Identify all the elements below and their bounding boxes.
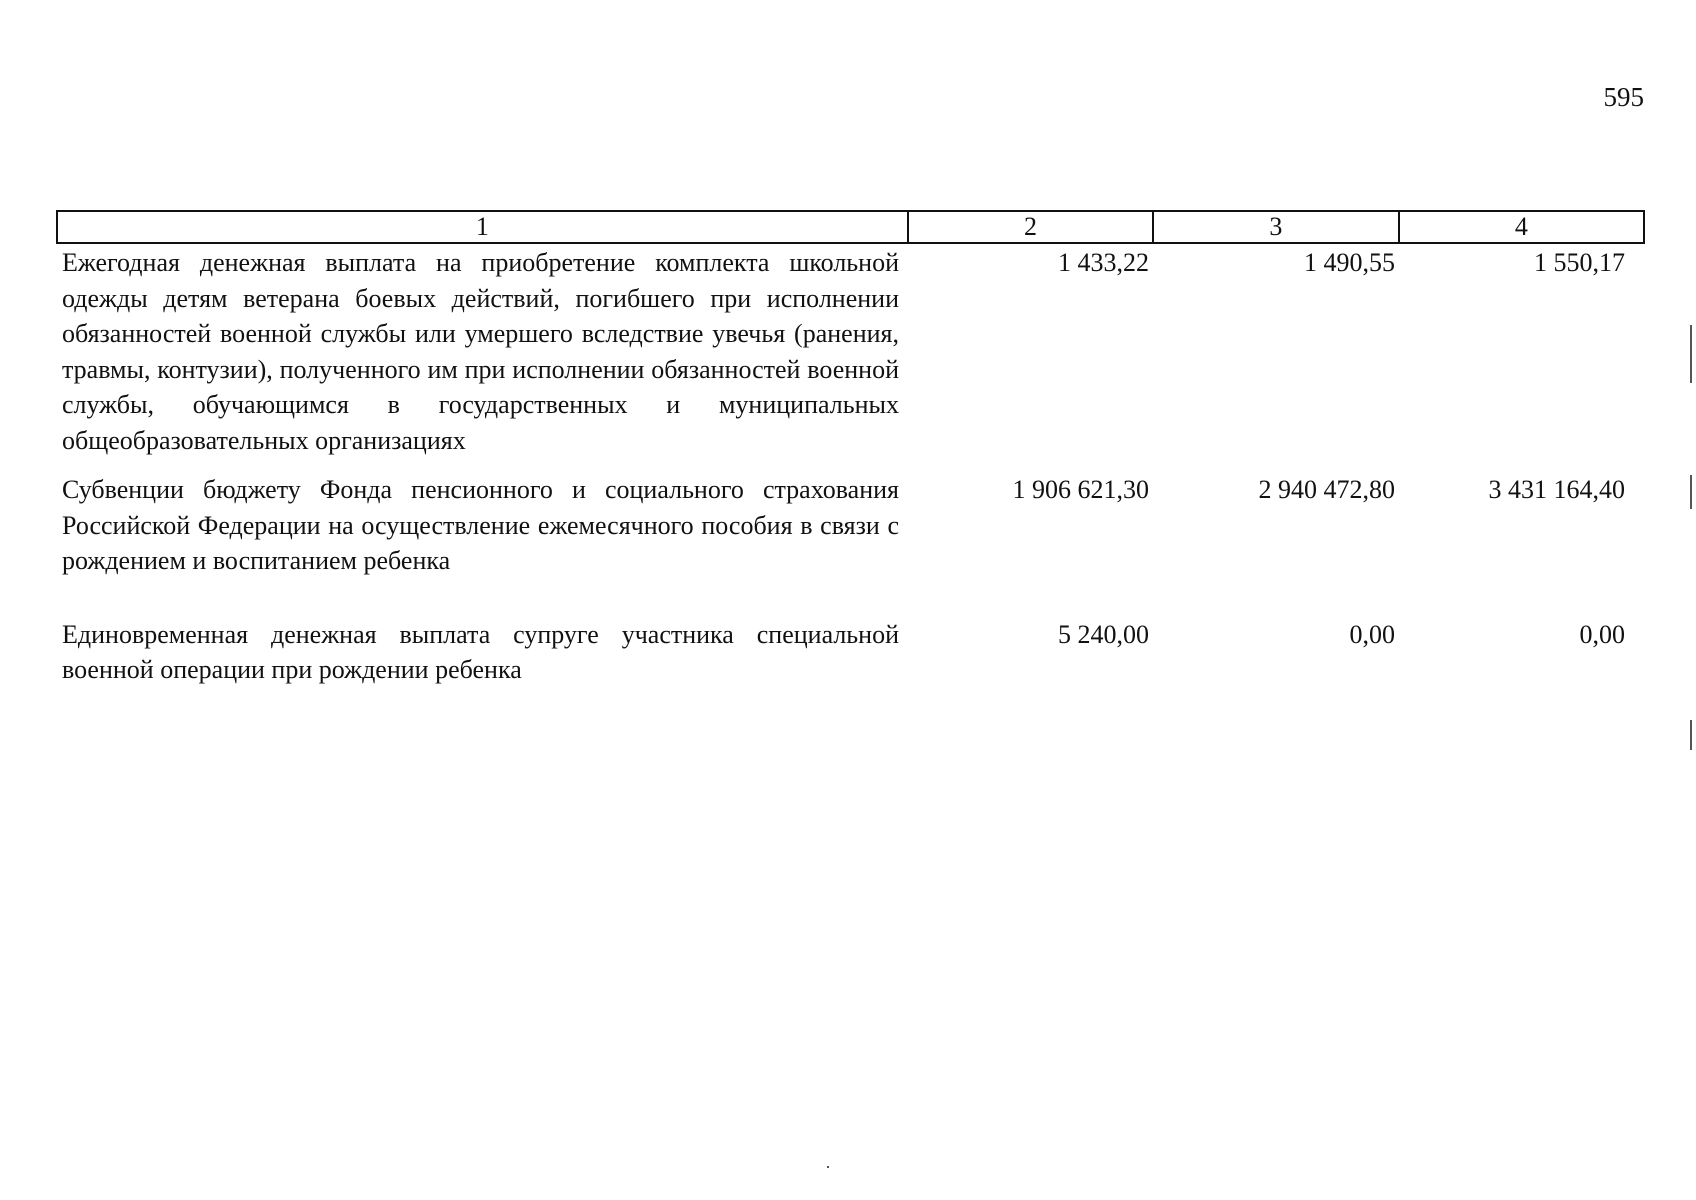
row-value-col-3: 1 490,55 [1304, 248, 1395, 277]
row-description: Единовременная денежная выплата супруге участника специальной военной операции при рождении ребенка [62, 619, 899, 684]
scan-artifact-mark [1690, 325, 1692, 383]
row-value-col-2: 1 433,22 [1058, 248, 1149, 277]
budget-table [56, 210, 1645, 688]
scan-artifact-mark [1690, 720, 1692, 750]
row-description: Ежегодная денежная выплата на приобретение комплекта школьной одежды детям ветерана боевых действий, погибшего при исполнении обязанностей военной службы или умершего вследствие увечья (ранения, травмы, контузии), полученного им при исполнении обязанностей военной службы, обучающимся в государственных и муниципальных общеобразовательных организациях [62, 248, 899, 455]
row-value-col-2: 5 240,00 [1058, 619, 1149, 649]
page-number: 595 [1603, 82, 1644, 112]
scan-artifact-mark [827, 1166, 829, 1168]
row-value-col-3: 2 940 472,80 [1258, 475, 1395, 504]
scan-artifact-mark [1690, 475, 1692, 509]
row-description: Субвенции бюджету Фонда пенсионного и социального страхования Российской Федерации на осуществление ежемесячного пособия в связи с рождением и воспитанием ребенка [62, 475, 899, 575]
row-value-col-3: 0,00 [1349, 619, 1395, 649]
row-value-col-4: 1 550,17 [1534, 248, 1625, 277]
column-header-2: 2 [907, 212, 1152, 242]
column-header-1: 1 [475, 212, 489, 241]
row-value-col-4: 3 431 164,40 [1488, 475, 1625, 504]
column-header-4: 4 [1398, 212, 1643, 242]
row-value-col-2: 1 906 621,30 [1012, 475, 1149, 504]
table-header-row [56, 210, 1645, 244]
table-row [56, 472, 1645, 579]
table-row [56, 245, 1645, 458]
column-header-3: 3 [1152, 212, 1397, 242]
table-row [56, 617, 1645, 688]
row-value-col-4: 0,00 [1579, 619, 1625, 649]
